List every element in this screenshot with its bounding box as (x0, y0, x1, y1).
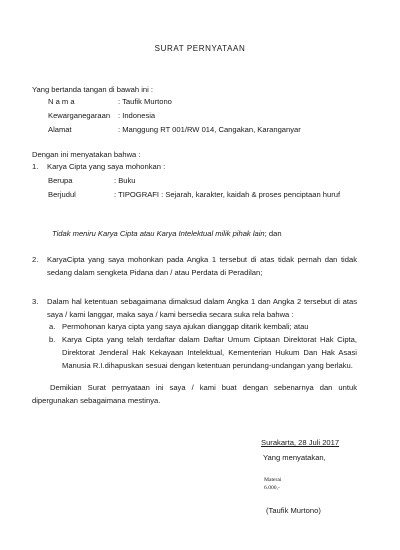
point1-label-form: Berupa (48, 176, 73, 185)
point1-value-form: : Buku (114, 176, 136, 185)
materai-stamp-label: Materai (264, 477, 282, 483)
statement-emphasis: Tidak meniru Karya Cipta atau Karya Intelektual milik pihak lain (52, 229, 265, 238)
point2-number: 2. (32, 255, 39, 264)
point3-number: 3. (32, 297, 39, 306)
materai-stamp-value: 6.000,- (264, 485, 280, 491)
point1-text: Karya Cipta yang saya mohonkan : (47, 162, 166, 171)
point3-sub-b-letter: b. (49, 335, 56, 344)
closing-paragraph: Demikian Surat pernyataan ini saya / kami buat dengan sebenarnya dan untuk dipergunakan sebagaimana mestinya. (32, 383, 357, 405)
point1-label-title: Berjudul (48, 190, 76, 199)
identity-label-name: N a m a (48, 97, 75, 106)
identity-value-citizenship: : Indonesia (118, 111, 156, 120)
identity-value-name: : Taufik Murtono (118, 97, 172, 106)
document-title: SURAT PERNYATAAN (154, 44, 246, 53)
point1-number: 1. (32, 162, 39, 171)
identity-label-citizenship: Kewarganegaraan (48, 111, 111, 120)
point3-sub-a-text: Permohonan karya cipta yang saya ajukan dianggap ditarik kembali; atau (62, 322, 309, 331)
statement-suffix: ; dan (264, 229, 282, 238)
point3-sub-a-letter: a. (49, 322, 56, 331)
point1-value-title: : TIPOGRAFI : Sejarah, karakter, kaidah & proses penciptaan huruf (114, 190, 341, 199)
point3-sub-b-text: Karya Cipta yang telah terdaftar dalam Daftar Umum Ciptaan Direktorat Hak Cipta, Direktorat Jenderal Hak Kekayaan Intelektual, Kementerian Hukum Dan Hak Asasi Manusia R.I.dihapuskan sesuai dengan ketentuan perundang-undangan yang berlaku. (62, 335, 357, 370)
declare-line: Dengan ini menyatakan bahwa : (32, 150, 141, 159)
point2-text: KaryaCipta yang saya mohonkan pada Angka 1 tersebut di atas tidak pernah dan tidak sedang dalam sengketa Pidana dan / atau Perdata di Peradilan; (47, 255, 357, 277)
identity-value-address: : Manggung RT 001/RW 014, Cangakan, Karanganyar (118, 125, 301, 134)
signature-place-date: Surakarta, 28 Juli 2017 (261, 438, 340, 447)
signature-name: (Taufik Murtono) (266, 506, 321, 515)
intro-line: Yang bertanda tangan di bawah ini : (32, 85, 154, 94)
identity-label-address: Alamat (48, 125, 72, 134)
signature-role: Yang menyatakan, (263, 453, 326, 462)
point3-text: Dalam hal ketentuan sebagaimana dimaksud dalam Angka 1 dan Angka 2 tersebut di atas saya / kami langgar, maka saya / kami bersedia secara suka rela bahwa : (47, 297, 357, 319)
statement-line (52, 229, 282, 239)
